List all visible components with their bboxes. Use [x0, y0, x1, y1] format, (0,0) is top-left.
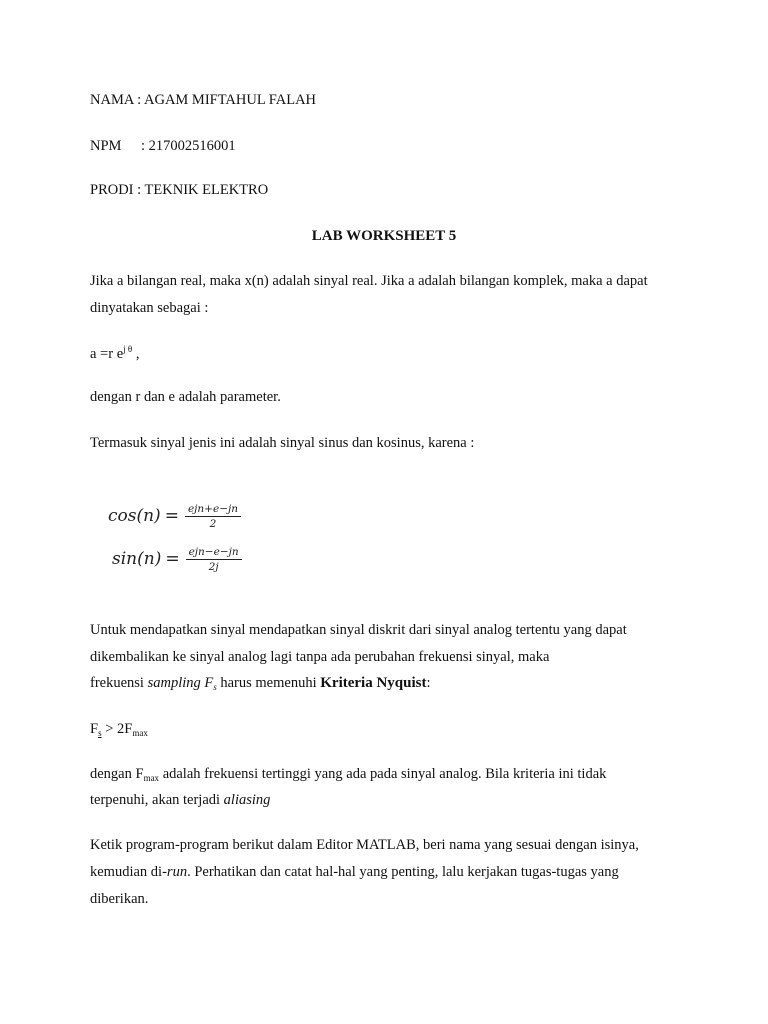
prodi-label: PRODI [90, 182, 134, 198]
cos-numerator: ejn+e−jn [185, 503, 241, 517]
paragraph-line [90, 864, 619, 881]
sampling-term: sampling F [147, 675, 214, 691]
separator: : [137, 92, 142, 108]
page-title: LAB WORKSHEET 5 [311, 228, 457, 244]
student-name-line [90, 92, 316, 109]
paragraph-line: Termasuk sinyal jenis ini adalah sinyal sinus dan kosinus, karena : [90, 435, 475, 451]
text-run: harus memenuhi [216, 675, 321, 691]
paragraph-line [90, 675, 431, 692]
sin-numerator: ejn−e−jn [186, 546, 242, 560]
text-run: adalah frekuensi tertinggi yang ada pada sinyal analog. Bila kriteria ini tidak [159, 766, 607, 782]
paragraph-line: dengan r dan e adalah parameter. [90, 389, 281, 405]
paragraph-line: Ketik program-program berikut dalam Editor MATLAB, beri nama yang sesuai dengan isinya, [90, 837, 639, 853]
paragraph-line: Jika a bilangan real, maka x(n) adalah sinyal real. Jika a adalah bilangan komplek, maka a dapat [90, 273, 648, 289]
paragraph-line [90, 766, 606, 783]
npm-value: 217002516001 [148, 138, 236, 154]
student-prodi-line [90, 182, 268, 199]
paragraph-line: diberikan. [90, 891, 149, 907]
paragraph-line: dikembalikan ke sinyal analog lagi tanpa ada perubahan frekuensi sinyal, maka [90, 649, 550, 665]
student-npm-line [90, 138, 236, 155]
text-run: : [426, 675, 431, 691]
run-term: run [166, 864, 188, 880]
text-run: F [90, 721, 99, 737]
formula-exponent: j θ [123, 344, 133, 354]
text-run: terpenuhi, akan terjadi [90, 792, 224, 808]
aliasing-term: aliasing [223, 792, 271, 808]
nyquist-term: Kriteria Nyquist [320, 675, 427, 691]
nama-label: NAMA [90, 92, 134, 108]
sin-fraction [186, 546, 242, 573]
text-run: frekuensi [90, 675, 148, 691]
sin-lhs: sin(n) [112, 549, 162, 569]
formula-tail: , [132, 346, 140, 362]
text-run: > 2F [101, 721, 133, 737]
subscript: s [98, 728, 102, 738]
equals-sign: = [165, 549, 180, 569]
cos-lhs: cos(n) [108, 506, 161, 526]
paragraph-line: dinyatakan sebagai : [90, 300, 209, 316]
paragraph-line [90, 792, 270, 809]
subscript: max [143, 773, 160, 783]
cos-equation [108, 503, 241, 530]
separator: : [141, 138, 146, 154]
cos-denominator: 2 [209, 518, 217, 530]
cos-fraction [185, 503, 241, 530]
formula-base: a =r e [90, 346, 124, 362]
text-run: . Perhatikan dan catat hal-hal yang penting, lalu kerjakan tugas-tugas yang [187, 864, 619, 880]
paragraph-line: Untuk mendapatkan sinyal mendapatkan sinyal diskrit dari sinyal analog tertentu yang dapat [90, 622, 627, 638]
separator: : [137, 182, 142, 198]
npm-label: NPM [90, 138, 122, 154]
text-run: kemudian di- [90, 864, 167, 880]
nama-value: AGAM MIFTAHUL FALAH [144, 92, 317, 108]
prodi-value: TEKNIK ELEKTRO [144, 182, 269, 198]
text-run: dengan F [90, 766, 144, 782]
equals-sign: = [164, 506, 179, 526]
subscript: s [213, 682, 217, 692]
subscript: max [132, 728, 148, 738]
sin-equation [112, 546, 242, 573]
formula-a [90, 344, 139, 363]
sin-denominator: 2j [208, 561, 219, 573]
nyquist-inequality [90, 721, 148, 738]
